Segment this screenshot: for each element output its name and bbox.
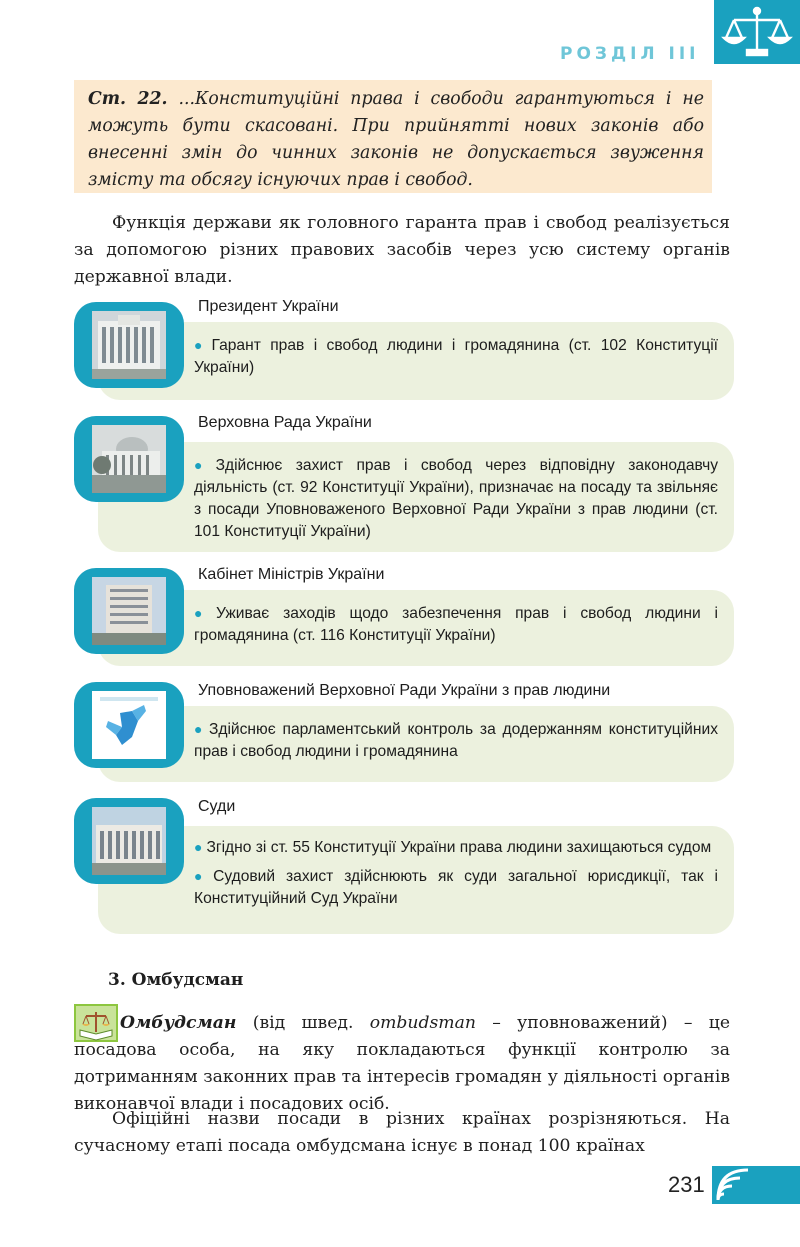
item-title: Уповноважений Верховної Ради України з прав людини <box>198 682 611 699</box>
item-points <box>194 836 718 910</box>
scales-of-justice-icon <box>714 0 800 64</box>
term-ombudsman: Омбудсман <box>120 1013 237 1033</box>
guarantor-item-ombudsman <box>74 680 734 784</box>
section-tab <box>714 0 800 64</box>
bullet-dot-icon: ● <box>194 457 212 473</box>
page-corner-tab <box>712 1166 800 1204</box>
presidential-administration-photo <box>92 311 166 379</box>
photo-frame <box>74 302 184 388</box>
bullet-point: ● Здійснює парламентський контроль за додержанням конституційних прав і свобод людини і громадянина <box>194 721 718 760</box>
bullet-dot-icon: ● <box>194 721 205 737</box>
bullet-dot-icon: ● <box>194 605 212 621</box>
item-points <box>194 454 718 543</box>
icon-spacer <box>74 1000 120 1028</box>
guarantor-item-courts <box>74 796 734 938</box>
guarantor-item-cabinet <box>74 564 734 668</box>
section-heading: 3. Омбудсман <box>108 970 244 990</box>
bullet-point: ● Уживає заходів щодо забезпечення прав і свобод людини і громадянина (ст. 116 Конституції України) <box>194 605 718 644</box>
signal-waves-icon <box>712 1166 800 1204</box>
bullet-point: ● Судовий захист здійснюють як суди загальної юрисдикції, так і Конституційний Суд України <box>194 868 718 907</box>
photo-frame <box>74 682 184 768</box>
item-title: Кабінет Міністрів України <box>198 566 385 583</box>
quote-article-ref: Ст. 22. <box>88 89 168 109</box>
guarantor-item-verkhovna-rada <box>74 412 734 554</box>
intro-paragraph: Функція держави як головного гаранта прав і свобод реалізується за допомогою різних правових засобів через усю систему органів державної влади. <box>74 213 730 287</box>
verkhovna-rada-building-photo <box>92 425 166 493</box>
photo-frame <box>74 568 184 654</box>
constitution-quote <box>74 80 712 193</box>
cabinet-of-ministers-building-photo <box>92 577 166 645</box>
bullet-dot-icon: ● <box>194 337 208 353</box>
bullet-point: ● Згідно зі ст. 55 Конституції України права людини захищаються судом <box>194 839 712 856</box>
bullet-point: ● Здійснює захист прав і свобод через відповідну законодавчу діяльність (ст. 92 Конституції України), призначає на посаду та звільняє з посади Уповноваженого Верховної Ради України з прав людини (ст. 101 Конституції України) <box>194 457 718 540</box>
item-title: Верховна Рада України <box>198 414 372 431</box>
item-points <box>194 334 718 379</box>
origin-word: ombudsman <box>369 1013 476 1033</box>
item-title: Суди <box>198 798 236 815</box>
photo-frame <box>74 416 184 502</box>
bullet-dot-icon: ● <box>194 868 210 884</box>
bullet-point: ● Гарант прав і свобод людини і громадянина (ст. 102 Конституції України) <box>194 337 718 376</box>
ombudsman-definition: Омбудсман (від швед. ombudsman – уповноважений) – це посадова особа, на яку покладаються функції контролю за дотриманням законних прав та інтересів громадян у діяльності органів виконавчої влади і посадових осіб. <box>74 1000 730 1118</box>
section-label: РОЗДІЛ ІІІ <box>560 44 700 64</box>
bullet-dot-icon: ● <box>194 839 203 855</box>
item-title: Президент України <box>198 298 339 315</box>
quote-text: ...Конституційні права і свободи гарантуються і не можуть бути скасовані. При прийнятті нових законів або внесенні змін до чинних законів не допускається звуження змісту та обсягу існуючих прав і свобод. <box>88 89 704 190</box>
ombudsman-emblem-photo <box>92 691 166 759</box>
photo-frame <box>74 798 184 884</box>
court-building-photo <box>92 807 166 875</box>
item-points <box>194 718 718 763</box>
ombudsman-paragraph: Офіційні назви посади в різних країнах розрізняються. На сучасному етапі посада омбудсмана існує в понад 100 країнах <box>74 1109 730 1156</box>
guarantor-item-president <box>74 296 734 402</box>
item-points <box>194 602 718 647</box>
page-number: 231 <box>668 1172 705 1197</box>
